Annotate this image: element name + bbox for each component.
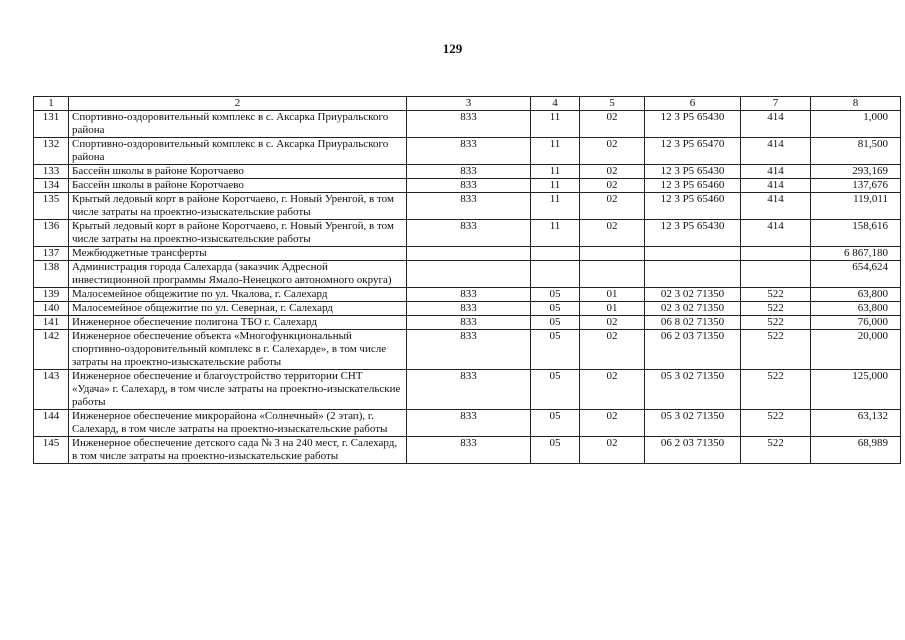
- column-header: 7: [741, 97, 811, 111]
- column-header: 2: [69, 97, 407, 111]
- row-number-cell: 140: [34, 302, 69, 316]
- row-expense-type-cell: 414: [741, 165, 811, 179]
- row-amount-cell: 76,000: [811, 316, 901, 330]
- table-row: [34, 138, 901, 165]
- row-name-cell: Инженерное обеспечение и благоустройство территории СНТ «Удача» г. Салехард, в том числе затраты на проектно-изыскательские работы: [69, 370, 407, 410]
- row-target-article-cell: 12 3 Р5 65470: [645, 138, 741, 165]
- row-number-cell: 143: [34, 370, 69, 410]
- row-name-cell: Администрация города Салехарда (заказчик Адресной инвестиционной программы Ямало-Ненецкого автономного округа): [69, 261, 407, 288]
- row-amount-cell: 63,132: [811, 410, 901, 437]
- row-expense-type-cell: 522: [741, 437, 811, 464]
- row-section-cell: [531, 247, 580, 261]
- row-ministry-code-cell: 833: [407, 330, 531, 370]
- row-target-article-cell: 06 2 03 71350: [645, 437, 741, 464]
- row-amount-cell: 6 867,180: [811, 247, 901, 261]
- row-subsection-cell: 02: [580, 316, 645, 330]
- row-expense-type-cell: [741, 261, 811, 288]
- row-name-cell: Спортивно-оздоровительный комплекс в с. Аксарка Приуральского района: [69, 138, 407, 165]
- row-expense-type-cell: 414: [741, 179, 811, 193]
- table-row: [34, 111, 901, 138]
- row-section-cell: 05: [531, 410, 580, 437]
- row-name-cell: Межбюджетные трансферты: [69, 247, 407, 261]
- row-amount-cell: 125,000: [811, 370, 901, 410]
- row-name-cell: Бассейн школы в районе Коротчаево: [69, 179, 407, 193]
- row-section-cell: 11: [531, 193, 580, 220]
- row-ministry-code-cell: 833: [407, 370, 531, 410]
- table-row: [34, 410, 901, 437]
- table-row: [34, 193, 901, 220]
- table-row: [34, 288, 901, 302]
- row-ministry-code-cell: 833: [407, 302, 531, 316]
- row-section-cell: 11: [531, 179, 580, 193]
- row-number-cell: 142: [34, 330, 69, 370]
- row-amount-cell: 63,800: [811, 288, 901, 302]
- row-number-cell: 134: [34, 179, 69, 193]
- row-subsection-cell: 02: [580, 111, 645, 138]
- column-header: 8: [811, 97, 901, 111]
- row-number-cell: 139: [34, 288, 69, 302]
- row-number-cell: 133: [34, 165, 69, 179]
- row-expense-type-cell: 522: [741, 410, 811, 437]
- row-target-article-cell: 12 3 Р5 65430: [645, 111, 741, 138]
- row-target-article-cell: [645, 261, 741, 288]
- row-ministry-code-cell: [407, 261, 531, 288]
- row-subsection-cell: 02: [580, 179, 645, 193]
- table-row: [34, 220, 901, 247]
- row-amount-cell: 293,169: [811, 165, 901, 179]
- row-amount-cell: 158,616: [811, 220, 901, 247]
- table-row: [34, 370, 901, 410]
- row-section-cell: 05: [531, 316, 580, 330]
- row-target-article-cell: 05 3 02 71350: [645, 370, 741, 410]
- row-expense-type-cell: 414: [741, 220, 811, 247]
- row-amount-cell: 1,000: [811, 111, 901, 138]
- row-target-article-cell: 05 3 02 71350: [645, 410, 741, 437]
- table-row: [34, 179, 901, 193]
- row-expense-type-cell: 522: [741, 370, 811, 410]
- row-expense-type-cell: 522: [741, 288, 811, 302]
- row-amount-cell: 81,500: [811, 138, 901, 165]
- row-ministry-code-cell: 833: [407, 288, 531, 302]
- row-target-article-cell: 06 8 02 71350: [645, 316, 741, 330]
- row-target-article-cell: [645, 247, 741, 261]
- row-amount-cell: 654,624: [811, 261, 901, 288]
- row-subsection-cell: 02: [580, 138, 645, 165]
- row-target-article-cell: 12 3 Р5 65460: [645, 179, 741, 193]
- table-row: [34, 437, 901, 464]
- row-name-cell: Крытый ледовый корт в районе Коротчаево, г. Новый Уренгой, в том числе затраты на проектно-изыскательские работы: [69, 193, 407, 220]
- row-subsection-cell: 02: [580, 220, 645, 247]
- row-section-cell: 11: [531, 138, 580, 165]
- row-number-cell: 141: [34, 316, 69, 330]
- row-target-article-cell: 12 3 Р5 65430: [645, 165, 741, 179]
- row-target-article-cell: 02 3 02 71350: [645, 288, 741, 302]
- row-name-cell: Инженерное обеспечение детского сада № 3 на 240 мест, г. Салехард, в том числе затраты на проектно-изыскательские работы: [69, 437, 407, 464]
- table-row: [34, 316, 901, 330]
- row-subsection-cell: 02: [580, 165, 645, 179]
- row-target-article-cell: 12 3 Р5 65430: [645, 220, 741, 247]
- row-subsection-cell: 01: [580, 288, 645, 302]
- row-number-cell: 131: [34, 111, 69, 138]
- row-ministry-code-cell: 833: [407, 220, 531, 247]
- row-subsection-cell: 02: [580, 437, 645, 464]
- page-number: 129: [442, 41, 463, 56]
- row-section-cell: 05: [531, 437, 580, 464]
- row-expense-type-cell: 414: [741, 138, 811, 165]
- row-expense-type-cell: 522: [741, 316, 811, 330]
- row-section-cell: 11: [531, 111, 580, 138]
- budget-table: [33, 96, 901, 464]
- row-amount-cell: 20,000: [811, 330, 901, 370]
- row-name-cell: Малосемейное общежитие по ул. Северная, г. Салехард: [69, 302, 407, 316]
- row-subsection-cell: 02: [580, 193, 645, 220]
- row-amount-cell: 68,989: [811, 437, 901, 464]
- row-section-cell: 05: [531, 330, 580, 370]
- row-ministry-code-cell: [407, 247, 531, 261]
- row-name-cell: Малосемейное общежитие по ул. Чкалова, г. Салехард: [69, 288, 407, 302]
- row-ministry-code-cell: 833: [407, 138, 531, 165]
- column-header: 6: [645, 97, 741, 111]
- row-name-cell: Крытый ледовый корт в районе Коротчаево, г. Новый Уренгой, в том числе затраты на проектно-изыскательские работы: [69, 220, 407, 247]
- row-number-cell: 145: [34, 437, 69, 464]
- table-row: [34, 261, 901, 288]
- table-row: [34, 165, 901, 179]
- row-name-cell: Бассейн школы в районе Коротчаево: [69, 165, 407, 179]
- row-name-cell: Инженерное обеспечение микрорайона «Солнечный» (2 этап), г. Салехард, в том числе затраты на проектно-изыскательские работы: [69, 410, 407, 437]
- row-ministry-code-cell: 833: [407, 165, 531, 179]
- row-number-cell: 136: [34, 220, 69, 247]
- row-target-article-cell: 12 3 Р5 65460: [645, 193, 741, 220]
- row-name-cell: Инженерное обеспечение объекта «Многофункциональный спортивно-оздоровительный комплекс в г. Салехарде», в том числе затраты на проектно-изыскательские работы: [69, 330, 407, 370]
- row-number-cell: 135: [34, 193, 69, 220]
- row-section-cell: 11: [531, 220, 580, 247]
- row-subsection-cell: 02: [580, 370, 645, 410]
- row-number-cell: 132: [34, 138, 69, 165]
- column-header: 4: [531, 97, 580, 111]
- row-amount-cell: 137,676: [811, 179, 901, 193]
- row-section-cell: 05: [531, 302, 580, 316]
- row-amount-cell: 63,800: [811, 302, 901, 316]
- row-target-article-cell: 06 2 03 71350: [645, 330, 741, 370]
- row-subsection-cell: 01: [580, 302, 645, 316]
- column-header: 5: [580, 97, 645, 111]
- column-header: 3: [407, 97, 531, 111]
- row-subsection-cell: [580, 247, 645, 261]
- row-subsection-cell: [580, 261, 645, 288]
- row-number-cell: 138: [34, 261, 69, 288]
- row-name-cell: Инженерное обеспечение полигона ТБО г. Салехард: [69, 316, 407, 330]
- row-target-article-cell: 02 3 02 71350: [645, 302, 741, 316]
- table-row: [34, 302, 901, 316]
- row-ministry-code-cell: 833: [407, 111, 531, 138]
- row-section-cell: 05: [531, 288, 580, 302]
- row-name-cell: Спортивно-оздоровительный комплекс в с. Аксарка Приуральского района: [69, 111, 407, 138]
- row-amount-cell: 119,011: [811, 193, 901, 220]
- row-section-cell: [531, 261, 580, 288]
- row-number-cell: 137: [34, 247, 69, 261]
- row-subsection-cell: 02: [580, 410, 645, 437]
- column-header: 1: [34, 97, 69, 111]
- row-expense-type-cell: 414: [741, 111, 811, 138]
- row-ministry-code-cell: 833: [407, 193, 531, 220]
- row-expense-type-cell: [741, 247, 811, 261]
- row-expense-type-cell: 522: [741, 330, 811, 370]
- row-ministry-code-cell: 833: [407, 179, 531, 193]
- row-ministry-code-cell: 833: [407, 316, 531, 330]
- table-row: [34, 247, 901, 261]
- row-section-cell: 11: [531, 165, 580, 179]
- row-ministry-code-cell: 833: [407, 410, 531, 437]
- row-expense-type-cell: 414: [741, 193, 811, 220]
- row-section-cell: 05: [531, 370, 580, 410]
- row-expense-type-cell: 522: [741, 302, 811, 316]
- row-number-cell: 144: [34, 410, 69, 437]
- table-header-row: [34, 97, 901, 111]
- row-subsection-cell: 02: [580, 330, 645, 370]
- table-row: [34, 330, 901, 370]
- row-ministry-code-cell: 833: [407, 437, 531, 464]
